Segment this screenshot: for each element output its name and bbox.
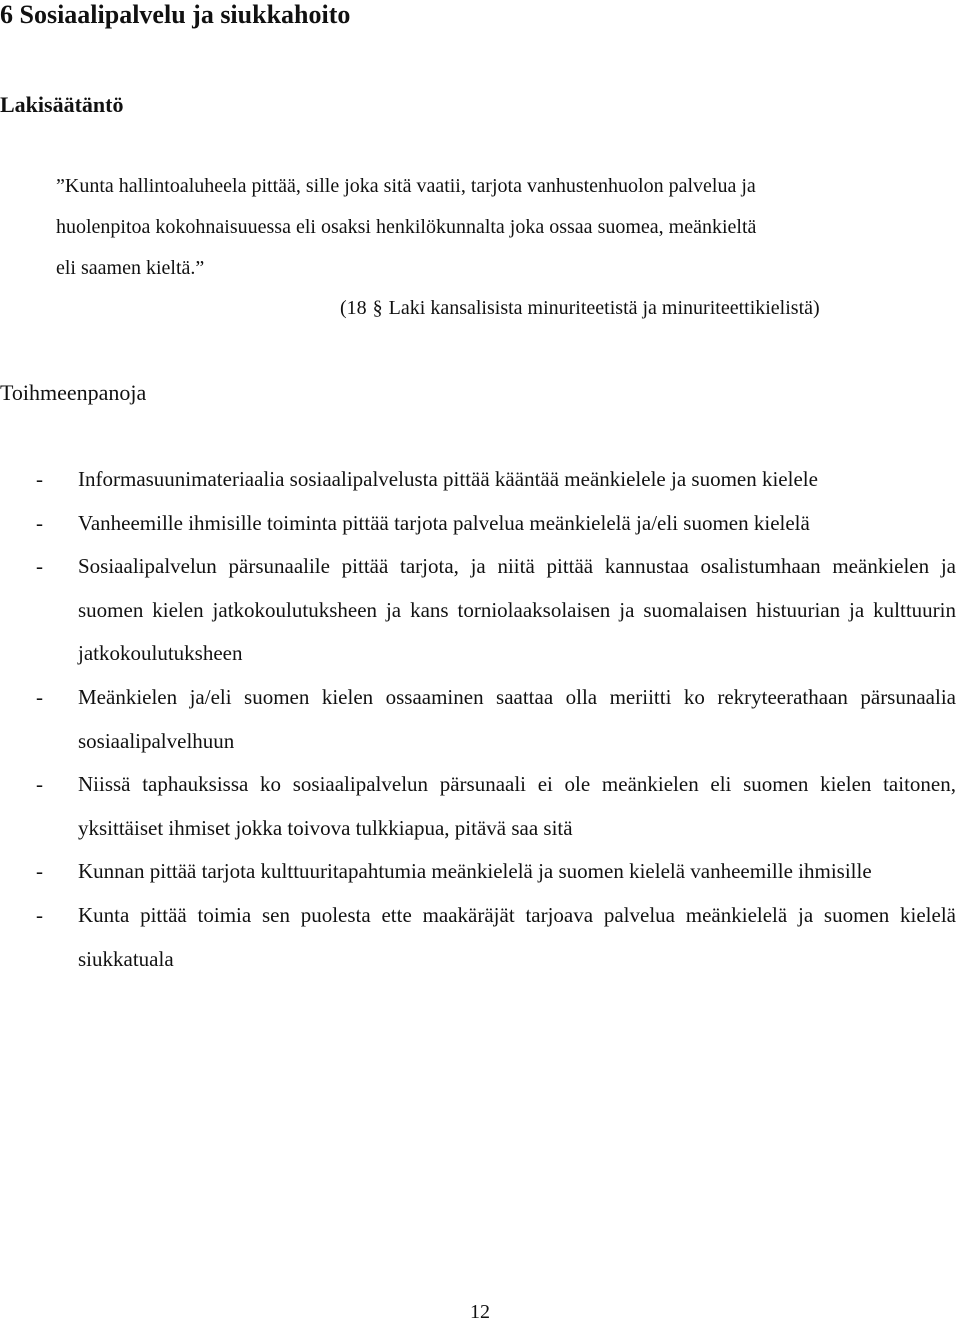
section-heading-implementation: Toihmeenpanoja bbox=[0, 380, 147, 405]
list-dash: - bbox=[36, 467, 43, 491]
list-dash: - bbox=[36, 902, 43, 927]
list-item bbox=[0, 502, 960, 546]
list-dash: - bbox=[36, 510, 43, 535]
list-item-text: Niissä taphauksissa ko sosiaalipalvelun pärsunaali ei ole meänkielen eli suomen kielen taitonen, yksittäiset ihmiset jokka toivova tulkkiapua, pitävä saa sitä bbox=[78, 772, 956, 840]
quote-line: ”Kunta hallintoaluheela pittää, sille joka sitä vaatii, tarjota vanhustenhuolon palvelua ja bbox=[56, 175, 756, 197]
quote-line: eli saamen kieltä.” bbox=[56, 257, 205, 279]
list-item-text: Vanheemille ihmisille toiminta pittää tarjota palvelua meänkielelä ja/eli suomen kielelä bbox=[78, 510, 810, 535]
citation-text: Laki kansalisista minuriteetistä ja minuriteettikielistä) bbox=[388, 297, 820, 319]
list-item bbox=[0, 545, 960, 676]
list-item bbox=[0, 894, 960, 981]
list-item-text: Kunnan pittää tarjota kulttuuritapahtumia meänkielelä ja suomen kielelä vanheemille ihmisille bbox=[78, 859, 872, 884]
page-number: 12 bbox=[470, 1301, 490, 1323]
page-title: 6 Sosiaalipalvelu ja siukkahoito bbox=[0, 0, 351, 29]
citation-prefix: (18 bbox=[340, 297, 367, 319]
list-item-text: Sosiaalipalvelun pärsunaalile pittää tarjota, ja niitä pittää kannustaa osalistumhaan meänkielen ja suomen kielen jatkokoulutuksheen ja kans torniolaaksolaisen ja suomalaisen histuurian ja kulttuurin jatkokoulutuksheen bbox=[78, 554, 956, 666]
list-item-text: Informasuunimateriaalia sosiaalipalvelusta pittää kääntää meänkielele ja suomen kielele bbox=[78, 467, 818, 491]
list-item bbox=[0, 850, 960, 894]
list-dash: - bbox=[36, 554, 43, 579]
list-item-text: Meänkielen ja/eli suomen kielen ossaaminen saattaa olla meriitti ko rekryteerathaan pärsunaalia sosiaalipalvelhuun bbox=[78, 684, 956, 753]
list-item-text: Kunta pittää toimia sen puolesta ette maakäräjät tarjoava palvelua meänkielelä ja suomen kielelä siukkatuala bbox=[78, 902, 956, 971]
law-citation bbox=[340, 290, 820, 326]
law-quote bbox=[56, 166, 896, 289]
list-item bbox=[0, 763, 960, 850]
list-dash: - bbox=[36, 859, 43, 884]
quote-line: huolenpitoa kokohnaisuuessa eli osaksi henkilökunnalta joka ossaa suomea, meänkieltä bbox=[56, 216, 757, 238]
list-dash: - bbox=[36, 772, 43, 797]
section-heading-law: Lakisäätäntö bbox=[0, 92, 124, 117]
list-item bbox=[0, 676, 960, 763]
section-sign-icon: § bbox=[372, 297, 383, 319]
list-dash: - bbox=[36, 684, 43, 709]
implementation-list bbox=[0, 458, 960, 981]
list-item bbox=[0, 458, 960, 502]
